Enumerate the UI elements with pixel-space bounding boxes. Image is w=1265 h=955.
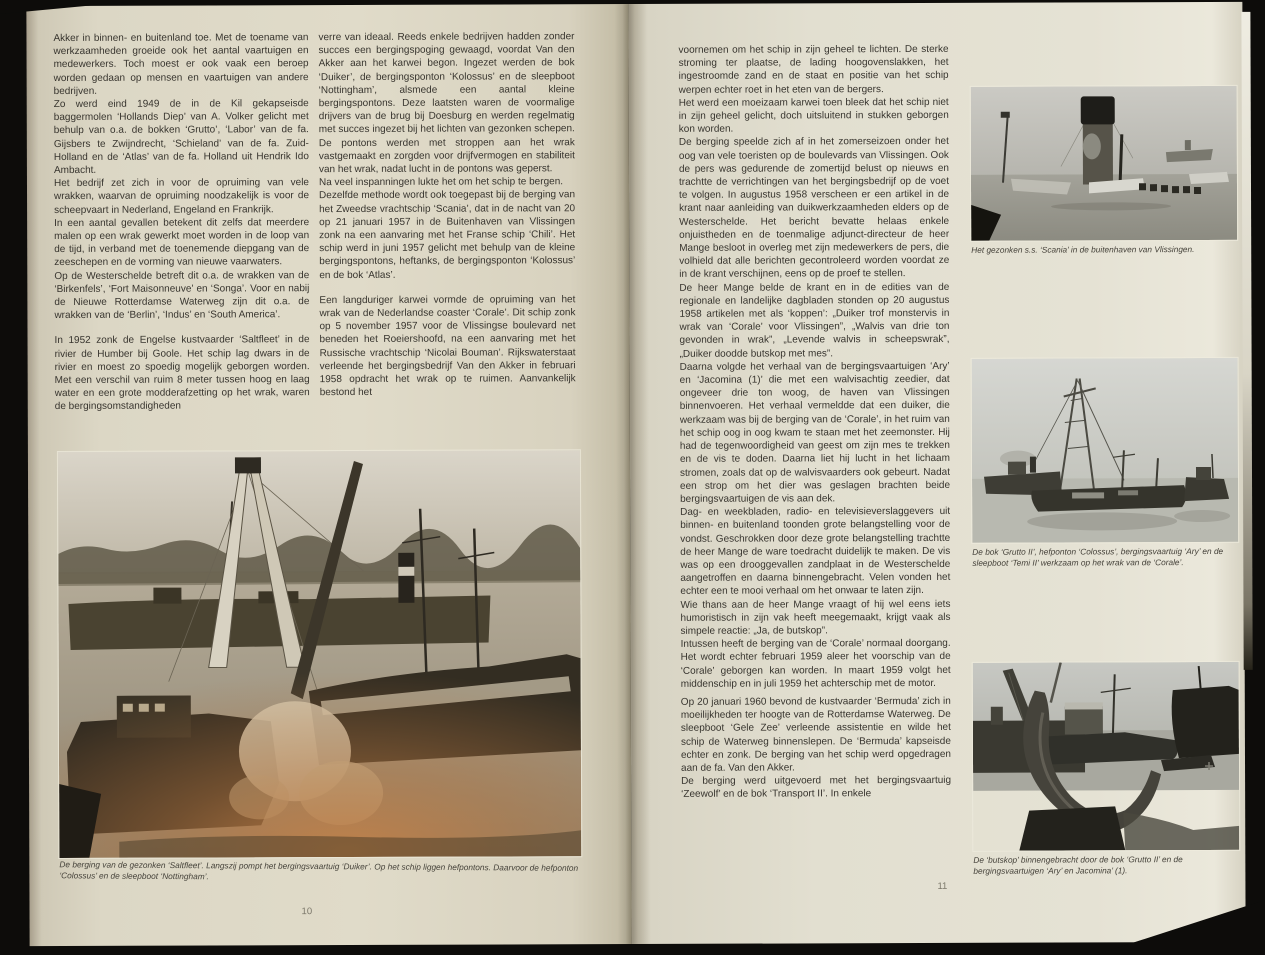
page-number-right: 11 (937, 880, 948, 892)
paragraph: Dag- en weekbladen, radio- en televisieverslaggevers uit binnen- en buitenland toonden grote belangstelling voor de vondst. Geschrokken door deze grote belangstelling trachtte de heer Mange de ware toedracht duidelijk te maken. De vis was op een drooggevallen zandplaat in de Westerschelde aangetroffen en daarna binnengebracht. Velen vonden het echter een te mooi verhaal om het onwaar te laten zijn. (680, 506, 951, 598)
photo-scania-wreck (971, 86, 1238, 241)
grutto-photo-illustration (972, 358, 1239, 543)
paragraph: Het bedrijf zet zich in voor de opruiming van vele wrakken, waarvan de opruiming noodzakelijk is voor de scheepvaart in Nederland, Engeland en Frankrijk. (53, 177, 310, 216)
page-stack-edge (1241, 12, 1252, 670)
paragraph: Zo werd eind 1949 de in de Kil gekapseisde baggermolen ‘Hollands Diep’ van A. Volker gelicht met behulp van o.a. de bokken ‘Grutto’, ‘Labor’ van de fa. Gijsbers te Zwijndrecht, ‘Schieland’ van de fa. Zuid-Holland en de ‘Atlas’ van de fa. Holland uit Hendrik Ido Ambacht. (53, 98, 309, 177)
photo-caption: Het gezonken s.s. ‘Scania’ in de buitenhaven van Vlissingen. (971, 244, 1195, 255)
paragraph: Akker in binnen- en buitenland toe. Met de toename van werkzaamheden groeide ook het aantal vaartuigen en medewerkers. Toch moest er ook vaak een beroep worden gedaan op mensen en vaartuigen van andere bedrijven. (53, 32, 309, 97)
page-number-left: 10 (301, 906, 313, 918)
butskop-photo-illustration (973, 662, 1240, 851)
book-spread (26, 2, 1245, 946)
saltfleet-photo-illustration (58, 450, 581, 858)
scania-photo-illustration (971, 86, 1238, 241)
photo-grutto-corale (972, 358, 1239, 543)
photo-butskop-whale (973, 662, 1240, 851)
left-column-1 (53, 31, 309, 454)
paragraph: In een aantal gevallen betekent dit zelfs dat meerdere malen op een wrak gewerkt moet worden in de loop van de tijd, in verband met de toenemende diepgang van de zeeschepen en de vorming van nieuwe vaarwaters. (54, 216, 310, 269)
paragraph: Wie thans aan de heer Mange vraagt of hij wel eens iets humoristisch in zijn vak heeft meegemaakt, krijgt vaak als simpele reactie: „Ja, de butskop”. (680, 598, 951, 637)
paragraph: Een langduriger karwei vormde de opruiming van het wrak van de Nederlandse coaster ‘Corale’. Dit schip zonk op 5 november 1957 voor de Vlissingse boulevard net beneden het Roeiershoofd, na een aanvaring met het Russische vrachtschip ‘Nicolai Bouman’. Rijkswaterstaat verleende het bergingsbedrijf Van den Akker in februari 1958 opdracht het wrak op te ruimen. Aanvankelijk bestond het (319, 294, 576, 399)
page-right (628, 2, 1245, 944)
photo-saltfleet-salvage (58, 450, 581, 858)
paragraph: verre van ideaal. Reeds enkele bedrijven hadden zonder succes een bergingspoging gewaagd, voordat Van den Akker aan het karwei begon. Ingezet werden de bok ‘Duiker’, de bergingsponton ‘Kolossus’ en de sleepboot ‘Nottingham’, alsmede een aantal kleine bergingspontons. Deze laatsten waren de voormalige drijvers van de brug bij Doesburg en werden regelmatig met succes ingezet bij het lichten van gezonken schepen. De pontons werden met stroppen aan het wrak vastgemaakt en zorgden voor drijfvermogen en stabiliteit van het wrak, nadat lucht in de pontons was geperst. (318, 31, 575, 176)
paragraph: De berging werd uitgevoerd met het bergingsvaartuig ‘Zeewolf’ en de bok ‘Transport II’. In enkele (681, 775, 952, 801)
paragraph: De heer Mange belde de krant en in de edities van de regionale en landelijke dagbladen stonden op 20 augustus 1958 artikelen met als ‘koppen’: „Duiker trof monstervis in wrak van ‘Corale’ voor Vlissingen”, „Walvis van drie ton gevonden in wrak”, „Levende walvis in scheepswrak”, „Duiker doodde butskop met mes”. (679, 281, 950, 360)
paragraph: De berging speelde zich af in het zomerseizoen onder het oog van vele toeristen op de boulevards van Vlissingen. Ook de pers was gedurende de zomertijd belust op nieuws en trachtte de verrichtingen van het bergingsbedrijf op de voet te volgen. In augustus 1958 verscheen er een artikel in de krant naar aanleiding van duikwerkzaamheden elders op de Westerschelde. Het bericht bevatte helaas enkele onjuistheden en de toenmalige adjunct-directeur de heer Mange besloot in overleg met zijn medewerkers de pers, die volhield dat alle berichten gecontroleerd worden voordat ze in de krant verschijnen, eens op de proef te stellen. (678, 136, 950, 281)
paragraph: voornemen om het schip in zijn geheel te lichten. De sterke stroming ter plaatse, de lading hoogovenslakken, het ingestroomde zand en de staat en positie van het schip werpen echter roet in het eten van de bergers. (678, 43, 949, 96)
paragraph: Intussen heeft de berging van de ‘Corale’ normaal doorgang. Het wordt echter februari 1959 aleer het voorschip van de ‘Corale’ geborgen kan worden. In maart 1959 volgt het middenschip en in juli 1959 het achterschip met de motor. (680, 638, 951, 690)
right-column (678, 43, 951, 889)
paragraph: Daarna volgde het verhaal van de bergingsvaartuigen ‘Ary’ en ‘Jacomina (1)’ die met een walvisachtig zeedier, dat ongeveer drie ton woog, de haven van Vlissingen binnenvoeren. Het verhaal vermeldde dat een duiker, die werkzaam was bij de berging van de ‘Corale’, in het ruim van het schip oog in oog kwam te staan met het zeemonster. Hij had de tegenwoordigheid van geest om zijn mes te trekken en de vis te doden. Daarna liet hij lucht in het lichaam stromen, zoals dat op de walvisvaarders ook gebeurt. Nadat een strop om het dier was geslagen brachten beide bergingsvaartuigen de vis aan dek. (679, 360, 951, 505)
photo-caption: De berging van de gezonken ‘Saltfleet’. Langszij pompt het bergingsvaartuig ‘Duiker’. Op het schip liggen hefpontons. Daarvoor de hefponton ‘Colossus’ en de sleepboot ‘Nottingham’. (59, 859, 579, 882)
paragraph: Op 20 januari 1960 bevond de kustvaarder ‘Bermuda’ zich in moeilijkheden ter hoogte van de Rotterdamse Waterweg. De sleepboot ‘Gele Zee’ verleende assistentie en wilde het schip de Waterweg binnenslepen. De ‘Bermuda’ kapseisde echter en zonk. De berging van het schip werd opgedragen aan de fa. Van den Akker. (680, 695, 951, 774)
paragraph: Dezelfde methode wordt ook toegepast bij de berging van het Zweedse vrachtschip ‘Scania’, dat in de nacht van 20 op 21 januari 1957 in de Buitenhaven van Vlissingen zonk na een aanvaring met het Franse schip ‘Chili’. Het schip werd in juni 1957 gelicht met behulp van de kleine bergingspontons, heftanks, de bergingsponton ‘Kolossus’ en de bok ‘Atlas’. (319, 189, 576, 281)
paragraph: Op de Westerschelde betreft dit o.a. de wrakken van de ‘Birkenfels’, ‘Fort Maisonneuve’ en ‘Songa’. Voor en nabij de Nieuwe Rotterdamse Waterweg zijn dit o.a. de wrakken van de ‘Berlin’, ‘Indus’ en ‘South America’. (54, 269, 310, 322)
photo-caption: De bok ‘Grutto II’, hefponton ‘Colossus’, bergingsvaartuig ‘Ary’ en de sleepboot ‘Temi II’ werkzaam op het wrak van de ‘Corale’. (972, 545, 1224, 568)
paragraph: Het werd een moeizaam karwei toen bleek dat het schip niet in zijn geheel gelicht, doch uitsluitend in stukken geborgen kon worden. (678, 96, 949, 136)
left-column-2 (318, 30, 575, 453)
paragraph: Na veel inspanningen lukte het om het schip te bergen. (318, 176, 564, 189)
paragraph: In 1952 zonk de Engelse kustvaarder ‘Saltfleet’ in de rivier de Humber bij Goole. Het schip lag dwars in de rivier en moest zo spoedig mogelijk geborgen worden. Met een verschil van ruim 8 meter tussen hoog en laag water en een grote modderafzetting op het wrak, waren de bergingsomstandigheden (54, 334, 310, 413)
page-left (26, 4, 631, 946)
photo-caption: De ‘butskop’ binnengebracht door de bok ‘Grutto II’ en de bergingsvaartuigen ‘Ary’ en Jacomina’ (1). (973, 854, 1183, 876)
